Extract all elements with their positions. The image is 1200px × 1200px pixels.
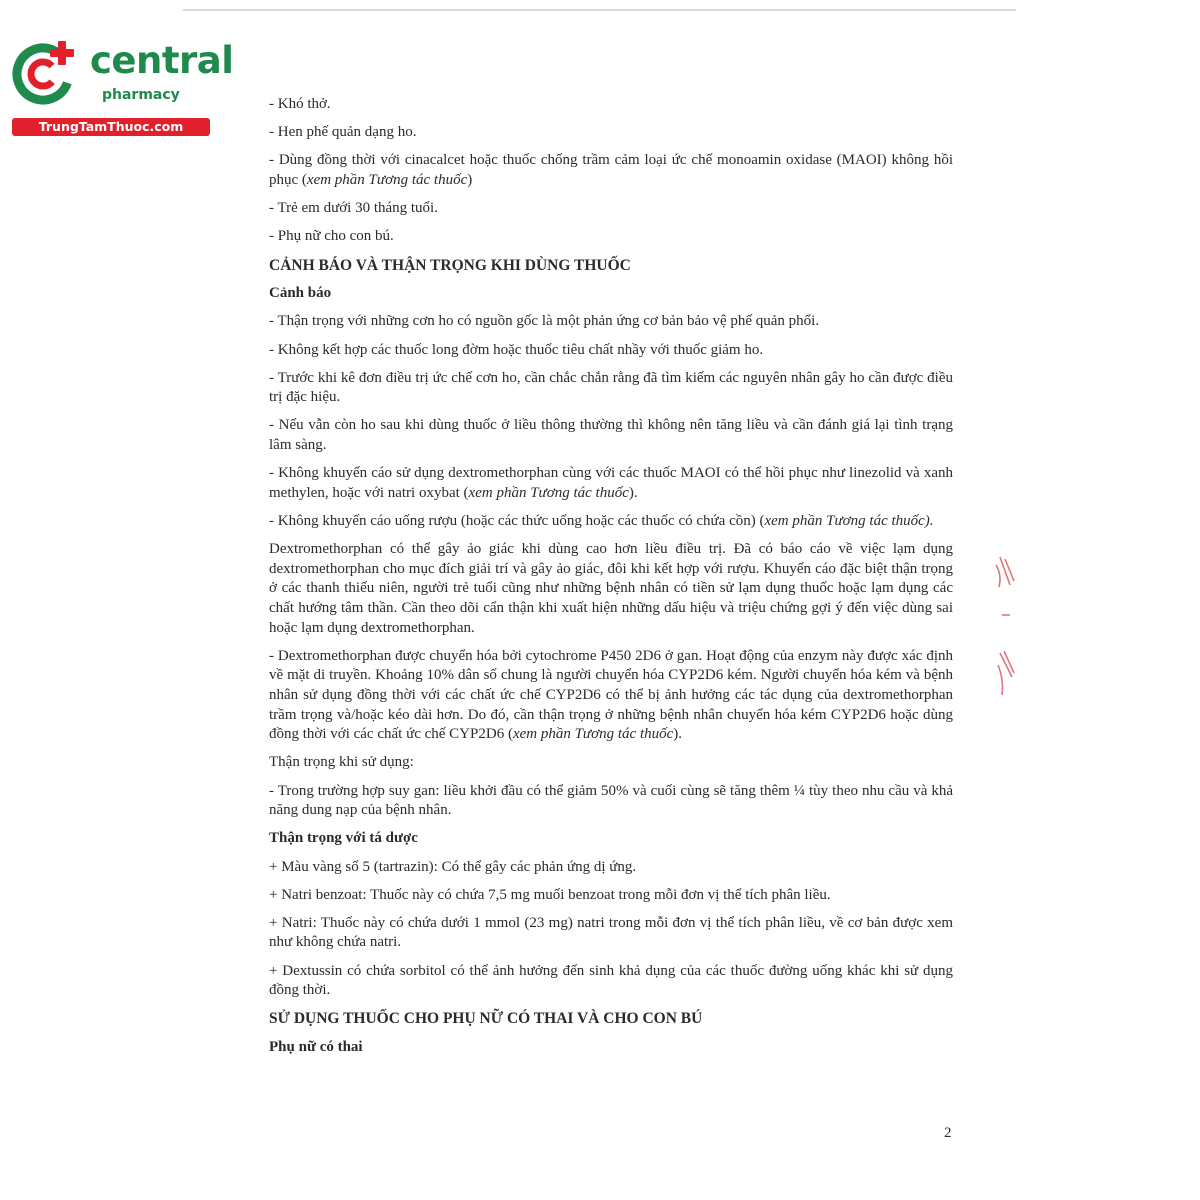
text-run: Phụ nữ có thai: [269, 1039, 363, 1056]
document-body: [269, 95, 953, 1066]
paragraph: [269, 227, 953, 247]
subsection-heading: [269, 829, 953, 849]
text-run: - Dùng đồng thời với cinacalcet hoặc thuốc chống trầm cảm loại ức chế monoamin oxidase (MAOI) không hồi phục (: [269, 152, 953, 188]
text-run: ).: [628, 484, 638, 501]
central-pharmacy-logo[interactable]: [10, 38, 234, 138]
brand-name: central: [90, 39, 234, 82]
paragraph: [269, 312, 953, 332]
text-run: - Khó thở.: [269, 96, 331, 112]
red-stamp-marks-icon: [990, 555, 1020, 700]
text-run: ).: [673, 726, 683, 743]
text-run: - Trong trường hợp suy gan: liều khởi đầu có thể giảm 50% và cuối cùng sẽ tăng thêm ¼ tùy theo nhu cầu và khả năng dung nạp của bệnh nhân.: [269, 782, 953, 819]
italic-reference: xem phần Tương tác thuốc: [512, 726, 674, 743]
text-run: - Dextromethorphan được chuyển hóa bởi cytochrome P450 2D6 ở gan. Hoạt động của enzym này được xác định về mặt di truyền. Khoảng 10% dân số chung là người chuyển hóa CYP2D6 kém. Người chuyển hóa kém và bệnh nhân sử dụng đồng thời với các chất ức chế CYP2D6 có thể bị ảnh hưởng các tác dụng của dextromethorphan trầm trọng và/hoặc kéo dài hơn. Do đó, cần thận trọng ở những bệnh nhân chuyển hóa kém CYP2D6 hoặc dùng đồng thời với các chất ức chế CYP2D6 (: [269, 647, 953, 743]
paragraph: [269, 369, 953, 408]
paragraph: [269, 123, 953, 143]
text-run: - Hen phế quản dạng ho.: [269, 124, 417, 141]
paragraph: [269, 962, 953, 1001]
italic-reference: xem phần Tương tác thuốc: [306, 171, 468, 188]
paragraph: [269, 782, 953, 821]
text-run: Cảnh báo: [269, 285, 332, 302]
text-run: + Natri: Thuốc này có chứa dưới 1 mmol (23 mg) natri trong mỗi đơn vị thể tích phân liều, về cơ bản được xem như không chứa natri.: [269, 914, 953, 951]
text-run: - Trẻ em dưới 30 tháng tuổi.: [269, 200, 438, 217]
text-run: Thận trọng với tá dược: [269, 830, 418, 847]
paragraph: [269, 151, 953, 190]
text-run: - Thận trọng với những cơn ho có nguồn gốc là một phản ứng cơ bản bảo vệ phế quản phổi.: [269, 313, 820, 330]
text-run: - Nếu vẫn còn ho sau khi dùng thuốc ở liều thông thường thì không nên tăng liều và cần đánh giá lại tình trạng lâm sàng.: [269, 417, 953, 454]
text-run: Dextromethorphan có thể gây ảo giác khi dùng cao hơn liều điều trị. Đã có báo cáo về việc lạm dụng dextromethorphan cho mục đích giải trí và gây ảo giác, đôi khi kết hợp với rượu. Khuyến cáo đặc biệt thận trọng ở các thanh thiếu niên, người trẻ tuổi cũng như những bệnh nhân có tiền sử lạm dụng thuốc hoặc lạm dụng các chất hướng tâm thần. Cần theo dõi cẩn thận khi xuất hiện những dấu hiệu và triệu chứng gợi ý đến việc dùng sai hoặc lạm dụng dextromethorphan.: [269, 541, 953, 636]
text-run: - Phụ nữ cho con bú.: [269, 228, 394, 245]
italic-reference: xem phần Tương tác thuốc).: [764, 513, 934, 530]
paragraph: [269, 512, 953, 532]
text-run: - Trước khi kê đơn điều trị ức chế cơn ho, cần chắc chắn rằng đã tìm kiếm các nguyên nhân gây ho cần được điều trị đặc hiệu.: [269, 369, 953, 406]
paragraph: [269, 647, 953, 745]
text-run: - Không kết hợp các thuốc long đờm hoặc thuốc tiêu chất nhầy với thuốc giảm ho.: [269, 341, 764, 358]
paragraph: [269, 464, 953, 503]
paragraph: [269, 199, 953, 219]
text-run: + Natri benzoat: Thuốc này có chứa 7,5 mg muối benzoat trong mỗi đơn vị thể tích phân liều.: [269, 886, 831, 903]
text-run: CẢNH BÁO VÀ THẬN TRỌNG KHI DÙNG THUỐC: [269, 256, 631, 274]
text-run: + Màu vàng số 5 (tartrazin): Có thể gây các phản ứng dị ứng.: [269, 858, 637, 875]
section-heading: [269, 256, 953, 276]
text-run: + Dextussin có chứa sorbitol có thể ảnh hưởng đến sinh khả dụng của các thuốc đường uống khác khi sử dụng đồng thời.: [269, 962, 953, 999]
paragraph: [269, 416, 953, 455]
text-run: SỬ DỤNG THUỐC CHO PHỤ NỮ CÓ THAI VÀ CHO CON BÚ: [269, 1010, 703, 1028]
brand-url[interactable]: TrungTamThuoc.com: [12, 118, 210, 136]
section-heading: [269, 1009, 953, 1029]
text-run: Thận trọng khi sử dụng:: [269, 754, 414, 771]
subsection-heading: [269, 1038, 953, 1058]
paragraph: [269, 540, 953, 638]
pharmacy-cross-logo-icon: [10, 38, 82, 106]
text-run: - Không khuyến cáo sử dụng dextromethorphan cùng với các thuốc MAOI có thể hồi phục như linezolid và xanh methylen, hoặc với natri oxybat (: [269, 465, 953, 501]
italic-reference: xem phần Tương tác thuốc: [468, 484, 629, 501]
text-run: ): [467, 171, 473, 188]
paragraph: [269, 858, 953, 878]
subsection-heading: [269, 284, 953, 304]
paragraph: [269, 341, 953, 361]
paragraph: [269, 886, 953, 906]
brand-subtitle: pharmacy: [102, 87, 180, 103]
page-number: 2: [944, 1125, 952, 1141]
paragraph: [269, 95, 953, 115]
paragraph: [269, 753, 953, 773]
paragraph: [269, 914, 953, 953]
top-divider: [183, 9, 1016, 11]
text-run: - Không khuyến cáo uống rượu (hoặc các thức uống hoặc các thuốc có chứa cồn) (: [269, 513, 765, 530]
